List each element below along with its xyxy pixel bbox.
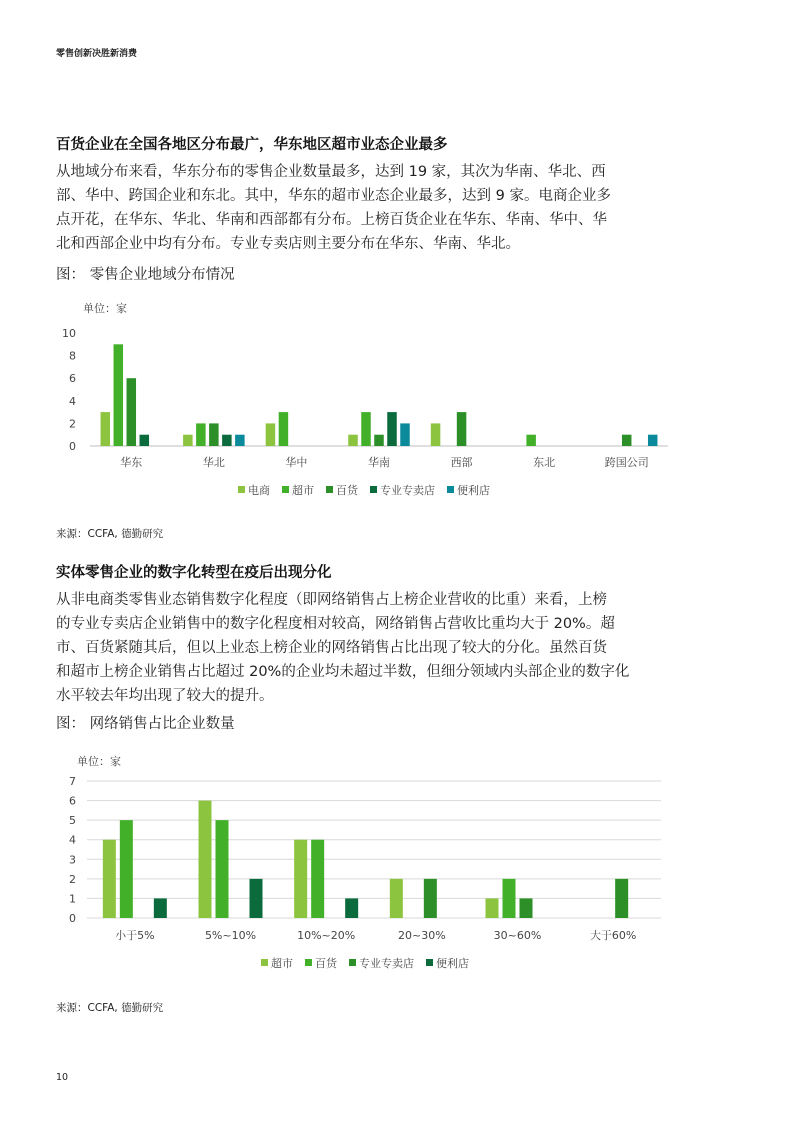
x-category-label: 西部 — [450, 456, 473, 469]
bar — [120, 820, 133, 918]
bar — [101, 412, 111, 446]
bar — [400, 423, 410, 446]
legend-swatch — [282, 486, 289, 493]
y-tick-label: 1 — [69, 892, 76, 906]
bar — [486, 898, 499, 918]
bar — [526, 435, 536, 446]
bar — [503, 879, 516, 918]
paragraph-line: 从非电商类零售业态销售数字化程度（即网络销售占上榜企业营收的比重）来看，上榜 — [56, 592, 607, 608]
legend-swatch — [261, 959, 268, 966]
y-tick-label: 0 — [69, 440, 76, 453]
y-tick-label: 6 — [69, 794, 76, 808]
online-sales-share-chart — [56, 748, 696, 978]
bar — [311, 840, 324, 918]
legend-swatch — [349, 959, 356, 966]
bar — [103, 840, 116, 918]
bar — [183, 435, 193, 446]
legend-label: 超市 — [292, 484, 314, 497]
running-header: 零售创新决胜新消费 — [56, 49, 138, 59]
x-category-label: 30~60% — [493, 929, 542, 942]
x-category-label: 东北 — [533, 456, 556, 469]
legend-swatch — [238, 486, 245, 493]
legend-label: 便利店 — [457, 484, 490, 497]
bar — [127, 378, 136, 446]
bar — [648, 435, 658, 446]
unit-label: 单位：家 — [77, 755, 121, 768]
legend-label: 超市 — [271, 957, 293, 970]
unit-label: 单位：家 — [83, 302, 127, 315]
x-category-label: 跨国公司 — [604, 456, 649, 469]
paragraph-line: 点开花，在华东、华北、华南和西部都有分布。上榜百货企业在华东、华南、华中、华 — [56, 212, 607, 228]
bar — [235, 435, 245, 446]
y-tick-label: 8 — [69, 349, 76, 363]
y-tick-label: 6 — [69, 372, 76, 386]
y-tick-label: 10 — [62, 327, 76, 340]
bar — [390, 879, 403, 918]
legend-label: 专业专卖店 — [359, 957, 414, 970]
bar — [520, 898, 533, 918]
bar — [294, 840, 307, 918]
bar — [222, 435, 232, 446]
source-note: 来源：CCFA, 德勤研究 — [56, 528, 164, 540]
bar — [196, 423, 206, 446]
paragraph-line: 部、华中、跨国企业和东北。其中，华东的超市业态企业最多，达到 9 家。电商企业多 — [56, 188, 611, 204]
bar — [345, 898, 358, 918]
y-tick-label: 3 — [69, 853, 76, 867]
x-category-label: 大于60% — [589, 929, 637, 942]
bar — [387, 412, 397, 446]
legend-swatch — [305, 959, 312, 966]
paragraph-digital — [56, 588, 692, 708]
bar — [348, 435, 358, 446]
y-tick-label: 5 — [69, 814, 76, 828]
page-number: 10 — [56, 1072, 69, 1083]
regional-distribution-chart — [56, 295, 696, 505]
x-category-label: 华中 — [285, 456, 308, 469]
legend-swatch — [447, 486, 454, 493]
bar — [266, 423, 276, 446]
paragraph-regional — [56, 160, 692, 256]
bar — [622, 435, 632, 446]
paragraph-line: 北和西部企业中均有分布。专业专卖店则主要分布在华东、华南、华北。 — [56, 236, 520, 252]
y-tick-label: 7 — [69, 775, 76, 788]
x-category-label: 20~30% — [397, 929, 446, 942]
x-category-label: 华北 — [202, 456, 225, 469]
section-title-regional: 百货企业在全国各地区分布最广，华东地区超市业态企业最多 — [56, 137, 448, 153]
bar — [199, 801, 212, 918]
paragraph-line: 的专业专卖店企业销售中的数字化程度相对较高，网络销售占营收比重均大于 20%。超 — [56, 616, 615, 632]
bar — [154, 898, 167, 918]
bar — [615, 879, 628, 918]
section-title-digital: 实体零售企业的数字化转型在疫后出现分化 — [56, 565, 332, 581]
bar — [279, 412, 289, 446]
legend-label: 百货 — [336, 484, 358, 497]
x-category-label: 华南 — [368, 456, 390, 469]
bar — [216, 820, 229, 918]
bar — [209, 423, 219, 446]
legend-label: 百货 — [315, 957, 337, 970]
bar — [250, 879, 263, 918]
legend-swatch — [326, 486, 333, 493]
legend-label: 专业专卖店 — [380, 484, 435, 497]
legend-label: 电商 — [248, 484, 270, 497]
x-category-label: 小于5% — [115, 929, 155, 942]
y-tick-label: 4 — [69, 394, 76, 408]
legend-label: 便利店 — [436, 957, 469, 970]
paragraph-line: 和超市上榜企业销售占比超过 20%的企业均未超过半数，但细分领域内头部企业的数字化 — [56, 664, 630, 680]
bar — [361, 412, 371, 446]
bar — [374, 435, 384, 446]
y-tick-label: 2 — [69, 872, 76, 886]
bar — [114, 344, 124, 446]
source-note: 来源：CCFA, 德勤研究 — [56, 1002, 164, 1014]
y-tick-label: 2 — [69, 417, 76, 431]
bar — [424, 879, 437, 918]
figure-title-regional: 图： 零售企业地域分布情况 — [56, 267, 235, 283]
legend-swatch — [426, 959, 433, 966]
bar — [431, 423, 441, 446]
figure-title-digital: 图： 网络销售占比企业数量 — [56, 716, 235, 732]
paragraph-line: 水平较去年均出现了较大的提升。 — [56, 688, 274, 704]
legend-swatch — [370, 486, 377, 493]
bar — [140, 435, 150, 446]
paragraph-line: 从地域分布来看，华东分布的零售企业数量最多，达到 19 家，其次为华南、华北、西 — [56, 164, 606, 180]
y-tick-label: 0 — [69, 912, 76, 925]
y-tick-label: 4 — [69, 833, 76, 847]
paragraph-line: 市、百货紧随其后，但以上业态上榜企业的网络销售占比出现了较大的分化。虽然百货 — [56, 640, 607, 656]
x-category-label: 华东 — [120, 456, 143, 469]
bar — [457, 412, 467, 446]
x-category-label: 5%~10% — [204, 929, 257, 942]
x-category-label: 10%~20% — [297, 929, 356, 942]
